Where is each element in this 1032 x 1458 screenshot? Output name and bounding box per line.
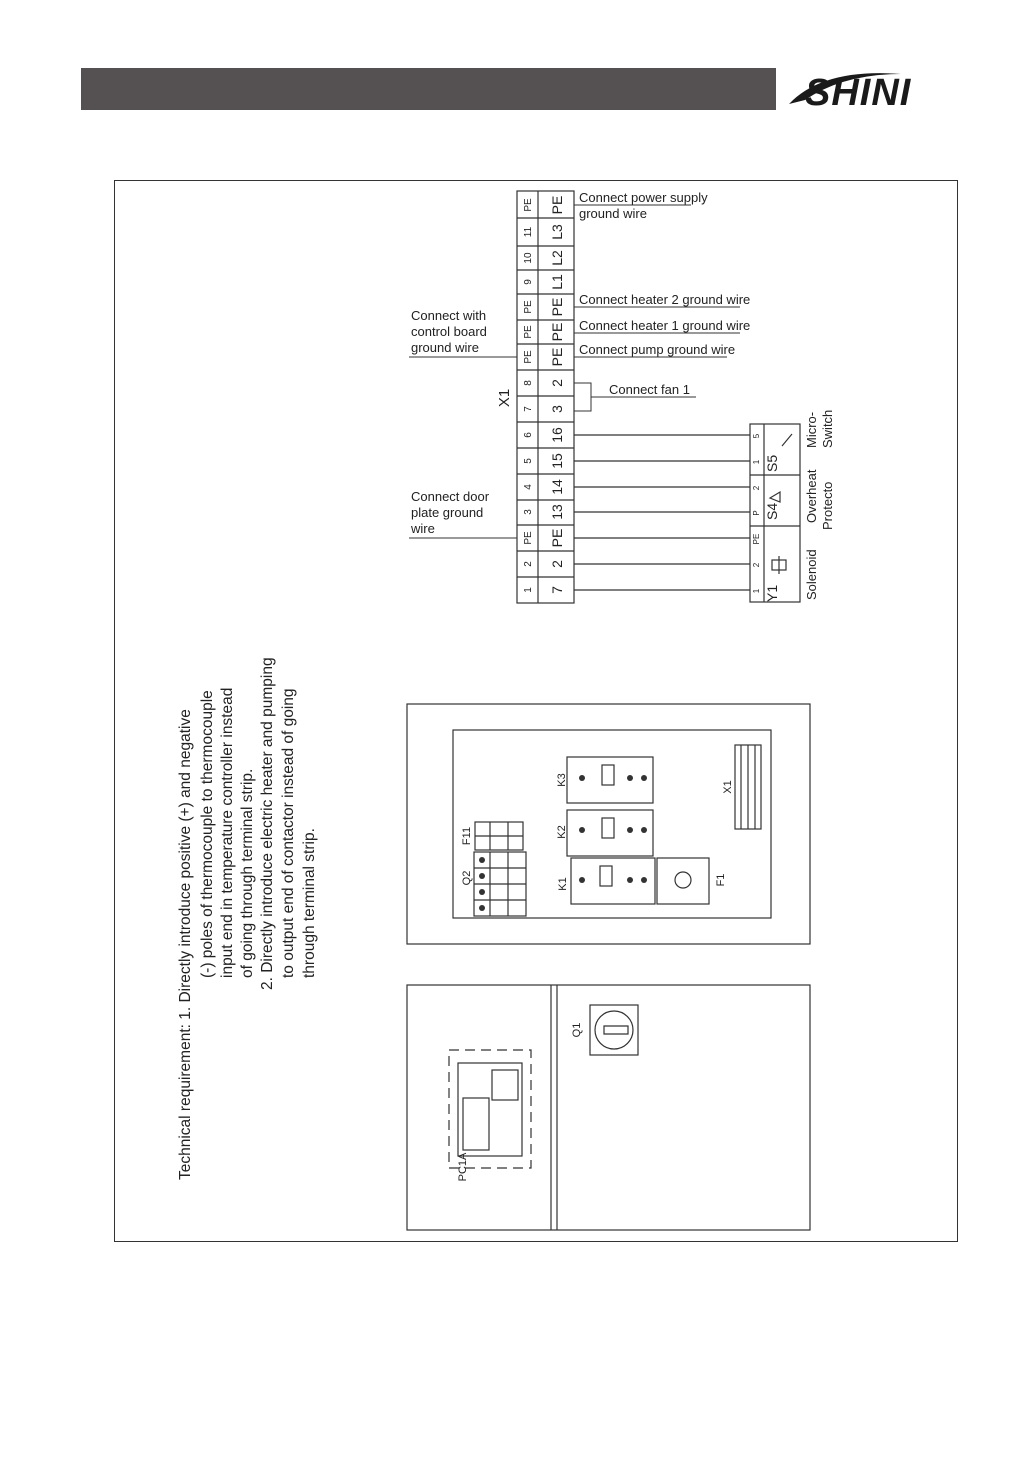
tech-line-6: to output end of contactor instead of going — [280, 688, 297, 978]
terminal-index: PE — [523, 531, 534, 545]
micro-switch-symbol — [782, 434, 792, 446]
terminal-index: PE — [523, 325, 534, 339]
door-ground-2: plate ground — [411, 505, 484, 520]
solenoid-pin: 2 — [752, 562, 761, 568]
left-annotations — [410, 308, 490, 536]
pump-ground-label: Connect pump ground wire — [579, 342, 736, 357]
device-names — [804, 410, 835, 600]
mounting-panel — [407, 704, 810, 944]
terminal-wire: 16 — [549, 427, 565, 443]
solenoid-pin: PE — [752, 533, 761, 545]
terminal-index: 10 — [523, 252, 534, 264]
q1-outline — [590, 1005, 638, 1055]
microswitch-name-1: Micro- — [804, 411, 819, 448]
terminal-index: 3 — [523, 509, 534, 515]
door-panel — [407, 985, 810, 1230]
pc1a-controller — [458, 1063, 522, 1156]
pc1a-label: PC1A — [457, 1152, 469, 1182]
fan1-label: Connect fan 1 — [609, 382, 690, 397]
device-pin-labels — [752, 433, 761, 593]
k2-label: K2 — [556, 825, 568, 839]
device-wires — [574, 435, 750, 590]
solenoid-pin: 1 — [752, 588, 761, 594]
tech-line-3: input end in temperature controller instead — [219, 687, 236, 978]
k1-label: K1 — [557, 877, 569, 891]
terminal-wire: L1 — [549, 274, 565, 290]
f1-overload — [657, 858, 709, 904]
terminal-wire: PE — [549, 528, 565, 548]
terminal-wire: 14 — [549, 479, 565, 495]
control-board-ground-1: Connect with — [411, 308, 487, 323]
terminal-index: 5 — [523, 458, 534, 464]
overheat-name-1: Overheat — [804, 469, 819, 523]
terminal-wire: L3 — [549, 224, 565, 240]
terminal-wire: 13 — [549, 504, 565, 520]
heater1-ground-label: Connect heater 1 ground wire — [579, 318, 751, 333]
terminal-index: 2 — [523, 561, 534, 567]
terminal-index: PE — [523, 350, 534, 364]
terminal-wire: PE — [549, 322, 565, 342]
solenoid-tag: Y1 — [764, 584, 780, 602]
terminal-wire: 2 — [549, 379, 565, 387]
microswitch-pin: 1 — [752, 459, 761, 465]
tech-line-1: Technical requirement: 1. Directly introduce positive (+) and negative — [177, 709, 194, 1180]
door-labels — [457, 1023, 583, 1182]
terminal-index: 6 — [523, 432, 534, 438]
power-ground-label-2: ground wire — [579, 206, 647, 221]
overheat-name-2: Protecto — [820, 481, 835, 530]
k3-label: K3 — [556, 773, 568, 787]
overheat-tag: S4 — [764, 502, 780, 520]
power-ground-label-1: Connect power supply — [579, 190, 708, 205]
q1-switch — [595, 1011, 633, 1049]
terminal-index: 4 — [523, 484, 534, 490]
microswitch-pin: 5 — [752, 433, 761, 439]
microswitch-tag: S5 — [764, 454, 780, 472]
f11-label: F11 — [461, 826, 473, 846]
mounting-labels — [461, 773, 734, 890]
terminal-index: 7 — [523, 406, 534, 412]
tech-line-7: through terminal strip. — [301, 828, 318, 978]
tech-line-4: of going through terminal strip. — [239, 768, 256, 978]
x1-label: X1 — [722, 780, 734, 794]
terminal-index: 11 — [523, 226, 534, 238]
heater2-ground-label: Connect heater 2 ground wire — [579, 292, 751, 307]
terminal-wire-row — [549, 196, 565, 594]
terminal-wire: PE — [549, 297, 565, 317]
terminal-wire: 7 — [549, 586, 565, 594]
terminal-wire: 2 — [549, 560, 565, 568]
tech-line-5: 2. Directly introduce electric heater and pumping — [259, 657, 276, 990]
control-board-ground-2: control board — [411, 324, 487, 339]
right-annotations — [579, 190, 750, 397]
door-ground-1: Connect door — [411, 489, 490, 504]
technical-requirement — [177, 657, 318, 1180]
terminal-index: PE — [523, 300, 534, 314]
terminal-wire: PE — [549, 347, 565, 367]
annotation-leaders — [574, 205, 740, 411]
f1-label: F1 — [715, 873, 727, 887]
door-ground-3: wire — [411, 521, 435, 536]
terminal-index: 8 — [523, 380, 534, 386]
overheat-pin: 2 — [752, 485, 761, 491]
q1-label: Q1 — [571, 1022, 583, 1038]
terminal-wire: L2 — [549, 250, 565, 266]
pc1a-outline — [449, 1050, 531, 1168]
terminal-index: 9 — [523, 279, 534, 285]
logo-text: SHINI — [805, 72, 912, 114]
terminal-wire: 3 — [549, 405, 565, 413]
overheat-pin: P — [752, 510, 761, 516]
terminal-index: PE — [523, 198, 534, 212]
tech-line-2: (-) poles of thermocouple to thermocouple — [199, 690, 216, 978]
q2-label: Q2 — [461, 870, 473, 886]
terminal-index: 1 — [523, 587, 534, 593]
terminal-index-row — [523, 198, 534, 593]
terminal-wire: 15 — [549, 453, 565, 469]
k2-contactor — [567, 810, 653, 856]
overheat-symbol — [770, 492, 780, 502]
solenoid-name: Solenoid — [804, 549, 819, 600]
control-board-ground-3: ground wire — [411, 340, 479, 355]
microswitch-name-2: Switch — [820, 409, 835, 448]
device-tags — [764, 455, 780, 602]
terminal-strip-label: X1 — [496, 388, 513, 408]
terminal-wire: PE — [549, 195, 565, 215]
